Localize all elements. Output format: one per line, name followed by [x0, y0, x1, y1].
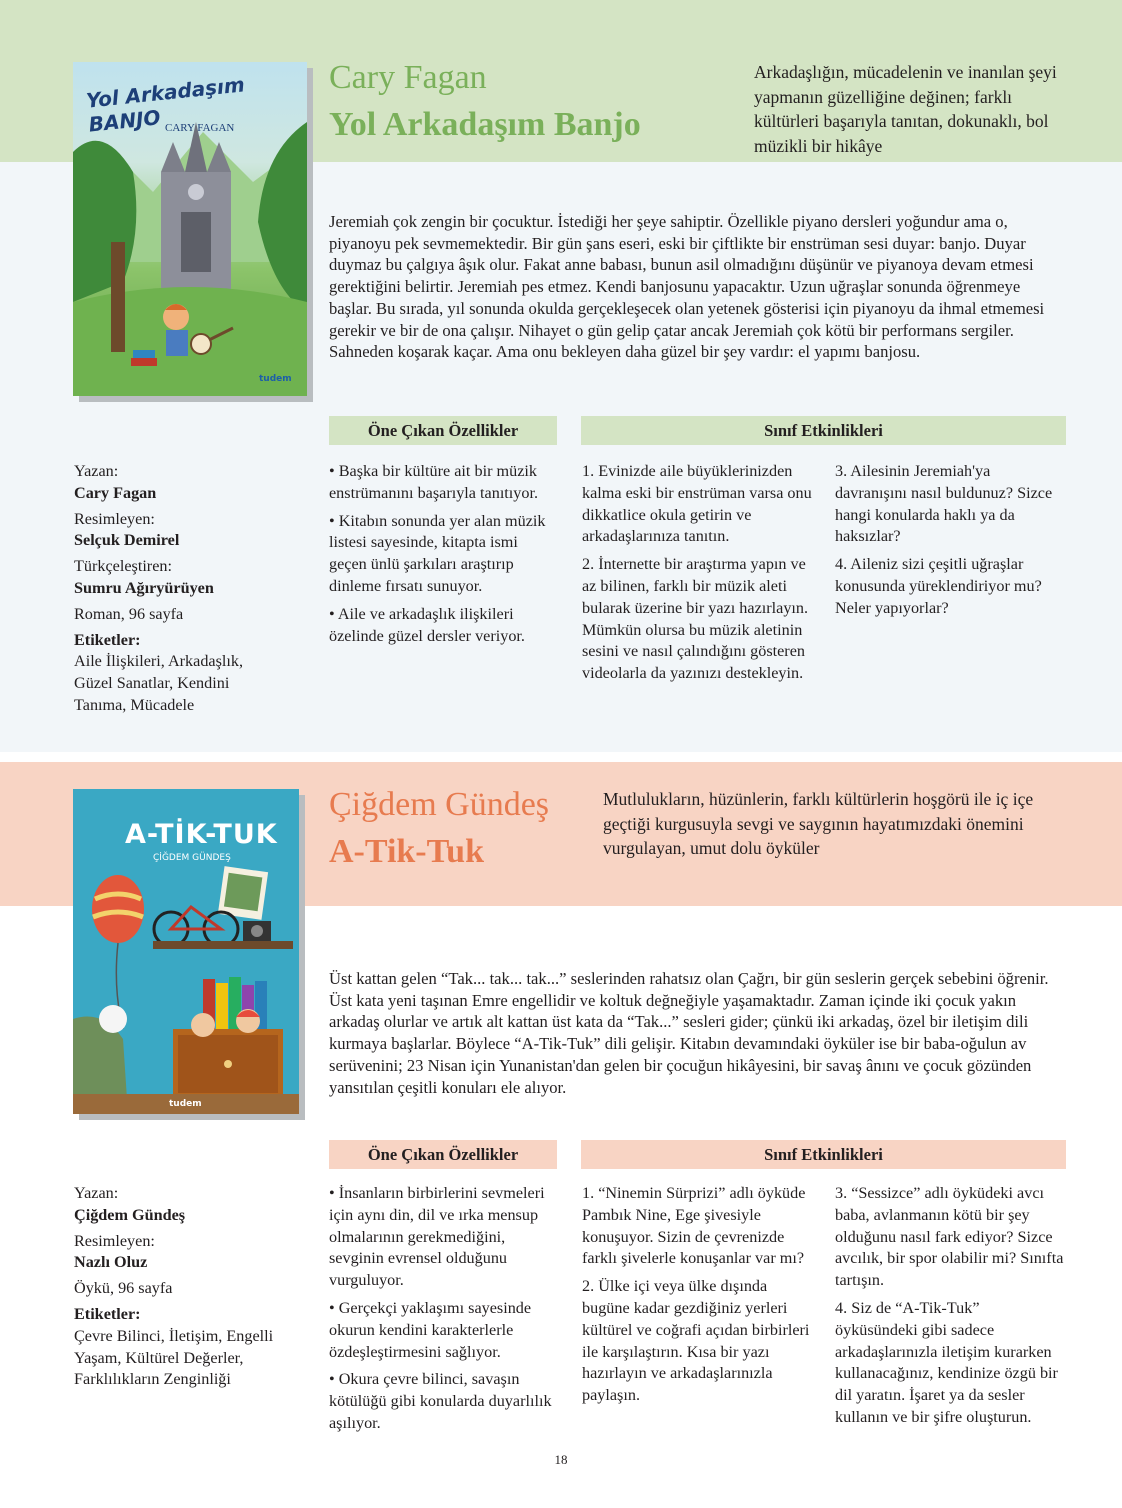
- activity-item: 2. Ülke içi veya ülke dışında bugüne kadar gezdiğiniz yerleri kültürel ve coğrafi açıdan birbirleri ile karşılaştırın. Kısa bir yazı hazırlayın ve arkadaşlarınızla paylaşın.: [582, 1277, 810, 1405]
- format-value: Öykü, 96 sayfa: [74, 1279, 173, 1298]
- features-list: [329, 1183, 557, 1441]
- illustrator-label: Resimleyen:: [74, 1231, 155, 1250]
- activity-item: 4. Aileniz sizi çeşitli uğraşlar konusunda yüreklendiriyor mu? Neler yapıyorlar?: [835, 555, 1042, 617]
- activity-item: 4. Siz de “A-Tik-Tuk” öyküsündeki gibi sadece arkadaşlarınızla iletişim kurarken kullanacağınız, kendinize özgü bir dil yaratın. İşaret ya da sesler kullanın ve bir şifre oluşturun.: [835, 1298, 1058, 1426]
- book-author-heading: Cary Fagan: [329, 59, 487, 96]
- features-list: [329, 461, 557, 653]
- author-label: Yazan:: [74, 1184, 119, 1202]
- activities-heading: Sınıf Etkinlikleri: [581, 416, 1066, 445]
- book-title-heading: A-Tik-Tuk: [329, 833, 484, 870]
- cover-title-banjo: Yol Arkadaşım BANJO: [85, 72, 246, 137]
- feature-item: • Kitabın sonunda yer alan müzik listesi sayesinde, kitapta ismi geçen ünlü şarkıları araştırıp dinleme fırsatı sunuyor.: [329, 511, 546, 595]
- activities-list-left: [582, 1183, 814, 1413]
- cover-author-atiktuk: ÇİĞDEM GÜNDEŞ: [153, 853, 231, 863]
- feature-item: • Gerçekçi yaklaşımı sayesinde okurun kendini karakterlerle özdeşleştirmesini sağlıyor.: [329, 1298, 532, 1361]
- activities-list-right: [835, 461, 1066, 626]
- book-summary: Üst kattan gelen “Tak... tak... tak...” seslerinden rahatsız olan Çağrı, bir gün seslerin gerçek sebebini öğrenir. Üst kata yeni taşınan Emre engellidir ve koltuk değneğiyle yaşamaktadır. Zaman içinde iki çocuk yakın arkadaş olurlar ve artık alt kattan üst kata da “Tak...” sesleri gider; çünkü iki arkadaş, özel bir iletişim dili kurmaya başlarlar. Böylece “A-Tik-Tuk” dili gelişir. Kitabın devamındaki öyküler ise bir baba-oğulun av serüvenini; 23 Nisan için Yunanistan'dan gelen bir çocuğun hikâyesini, bir savaş ânını ve çocuk gözünden yansıtılan çeşitli konuları ele alıyor.: [329, 969, 1049, 1097]
- activity-item: 3. “Sessizce” adlı öyküdeki avcı baba, avlanmanın kötü bir şey olduğunu nasıl fark ediyor? Sizce avcılık, bir spor olabilir mi? Sınıfta tartışın.: [835, 1184, 1064, 1290]
- author-value: Çiğdem Gündeş: [74, 1205, 186, 1224]
- cover-publisher-banjo: tudem: [259, 374, 292, 384]
- activities-list-left: [582, 461, 814, 691]
- book-author-heading: Çiğdem Gündeş: [329, 786, 550, 823]
- tags-value: Çevre Bilinci, İletişim, Engelli Yaşam, Kültürel Değerler, Farklılıkların Zenginliği: [74, 1326, 274, 1389]
- activity-item: 1. Evinizde aile büyüklerinizden kalma eski bir enstrüman varsa onu dikkatlice okula getirin ve arkadaşlarınıza tanıtın.: [582, 462, 812, 546]
- features-heading: Öne Çıkan Özellikler: [329, 416, 557, 445]
- book-cover-atiktuk: [73, 789, 299, 1114]
- feature-item: • Okura çevre bilinci, savaşın kötülüğü gibi konularda duyarlılık aşılıyor.: [329, 1370, 552, 1432]
- feature-item: • Başka bir kültüre ait bir müzik enstrümanını başarıyla tanıtıyor.: [329, 462, 539, 502]
- book-title-heading: Yol Arkadaşım Banjo: [329, 106, 641, 143]
- page-number: 18: [554, 1452, 568, 1467]
- book-blurb: Mutlulukların, hüzünlerin, farklı kültürlerin hoşgörü ile iç içe geçtiği kurgusuyla sevgi ve saygının hayatımızdaki önemini vurgulayan, umut dolu öyküler: [603, 789, 1034, 858]
- tags-label: Etiketler:: [74, 630, 141, 649]
- author-value: Cary Fagan: [74, 483, 157, 502]
- tags-value: Aile İlişkileri, Arkadaşlık, Güzel Sanatlar, Kendini Tanıma, Mücadele: [74, 652, 244, 714]
- format-value: Roman, 96 sayfa: [74, 604, 184, 623]
- features-heading: Öne Çıkan Özellikler: [329, 1140, 557, 1169]
- illustrator-value: Selçuk Demirel: [74, 531, 180, 550]
- cover-title-atiktuk: A-TİK-TUK: [125, 819, 278, 850]
- feature-item: • İnsanların birbirlerini sevmeleri için aynı din, dil ve ırka mensup olmalarının gerekmediğini, sevginin evrensel olduğunu vurguluyor.: [329, 1184, 545, 1290]
- author-label: Yazan:: [74, 462, 119, 480]
- activities-heading: Sınıf Etkinlikleri: [581, 1140, 1066, 1169]
- activity-item: 2. İnternette bir araştırma yapın ve az bilinen, farklı bir müzik aleti bularak üzerine bir yazı hazırlayın. Mümkün olursa bu müzik aletinin sesini ve nasıl çalındığını gösteren videolarla da yazınızı destekleyin.: [582, 555, 809, 683]
- illustrator-label: Resimleyen:: [74, 509, 155, 528]
- translator-label: Türkçeleştiren:: [74, 557, 172, 576]
- book-summary: Jeremiah çok zengin bir çocuktur. İstediği her şeye sahiptir. Özellikle piyano dersleri yoğundur ama o, piyanoyu pek sevmemektedir. Bir gün şans eseri, eski bir çiftlikte bir enstrüman sesi duyar: banjo. Duyar duymaz bu çalgıya âşık olur. Fakat anne babası, bunun asil olmadığını düşünür ve piyanoya devam etmesi gerektiğini belirtir. Jeremiah pes etmez. Kendi banjosunu yapacaktır. Uzun uğraşlar sonunda öğrenmeye başlar. Bu sırada, yıl sonunda okulda gerçekleşecek olan yetenek gösterisi için piyanoyu da ihmal etmemesi gerekir ve bir de ona çalışır. Nihayet o gün gelip çatar ancak Jeremiah çok kötü bir performans sergiler. Sahneden koşarak kaçar. Ama onu bekleyen daha güzel bir şey vardır: el yapımı banjosu.: [329, 212, 1045, 362]
- book-cover-banjo: [73, 62, 307, 396]
- cover-publisher-atiktuk: tudem: [169, 1099, 202, 1109]
- book-blurb: Arkadaşlığın, mücadelenin ve inanılan şeyi yapmanın güzelliğine değinen; farklı kültürleri başarıyla tanıtan, dokunaklı, bol müzikli bir hikâye: [754, 62, 1057, 156]
- translator-value: Sumru Ağıryürüyen: [74, 578, 214, 597]
- feature-item: • Aile ve arkadaşlık ilişkileri özelinde güzel dersler veriyor.: [329, 604, 525, 645]
- cover-author-banjo: CARY FAGAN: [165, 122, 235, 134]
- tags-label: Etiketler:: [74, 1304, 141, 1323]
- activity-item: 1. “Ninemin Sürprizi” adlı öyküde Pambık Nine, Ege şivesiyle konuşuyor. Sizin de çevrenizde farklı şivelerle konuşanlar var mı?: [582, 1184, 806, 1268]
- book-meta: [74, 461, 284, 717]
- illustrator-value: Nazlı Oluz: [74, 1253, 148, 1272]
- book-meta: [74, 1183, 284, 1391]
- activity-item: 3. Ailesinin Jeremiah'ya davranışını nasıl buldunuz? Sizce hangi konularda haklı ya da haksızlar?: [835, 462, 1053, 546]
- activities-list-right: [835, 1183, 1066, 1435]
